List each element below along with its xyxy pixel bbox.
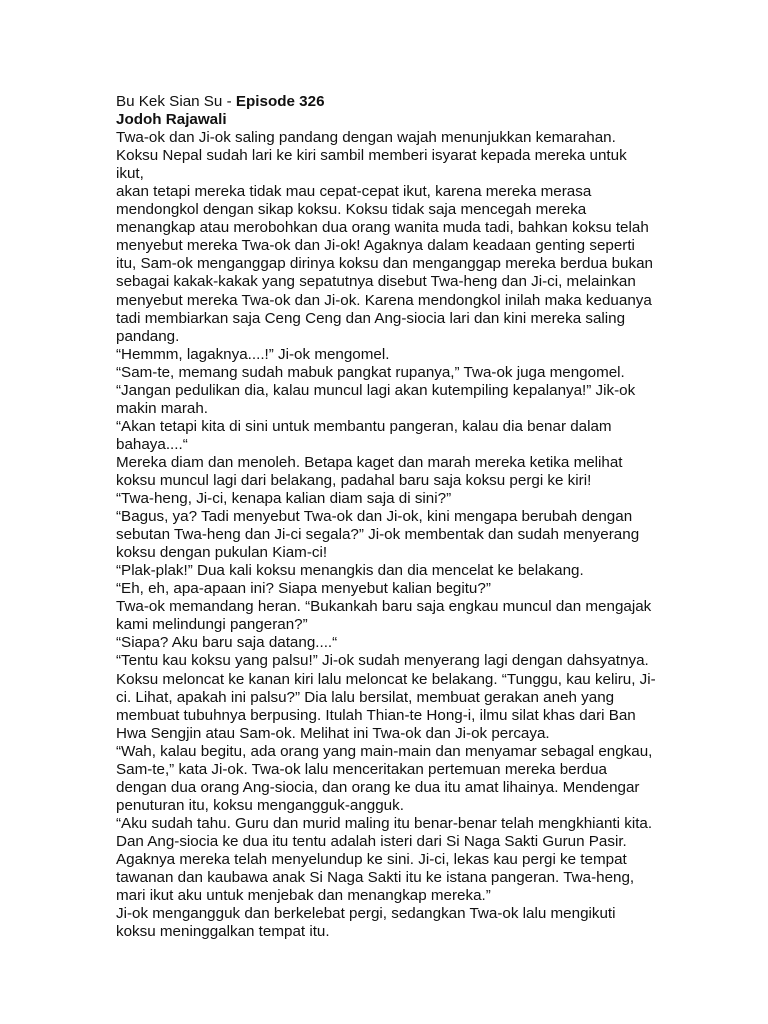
series-title: Bu Kek Sian Su -	[116, 93, 236, 110]
document-page	[116, 93, 656, 941]
paragraph: Ji-ok mengangguk dan berkelebat pergi, sedangkan Twa-ok lalu mengikuti koksu meninggalkan tempat itu.	[116, 905, 616, 941]
episode-number: Episode 326	[235, 93, 325, 110]
paragraph: “Akan tetapi kita di sini untuk membantu pangeran, kalau dia benar dalam bahaya....“	[116, 417, 612, 453]
paragraph: “Eh, eh, apa-apaan ini? Siapa menyebut kalian begitu?”	[116, 580, 491, 598]
chapter-subtitle: Jodoh Rajawali	[116, 111, 227, 129]
paragraph: “Plak-plak!” Dua kali koksu menangkis dan dia mencelat ke belakang.	[116, 562, 584, 580]
paragraph: “Hemmm, lagaknya....!” Ji-ok mengomel.	[116, 345, 390, 363]
paragraph: “Tentu kau koksu yang palsu!” Ji-ok sudah menyerang lagi dengan dahsyatnya. Koksu meloncat ke kanan kiri lalu meloncat ke belakang. “Tunggu, kau keliru, Ji- ci. Lihat, apakah ini palsu?” Dia lalu bersilat, membuat gerakan aneh yang membuat tubuhnya berpusing. Itulah Thian-te Hong-i, ilmu silat khas dari Ban Hwa Sengjin atau Sam-ok. Melihat ini Twa-ok dan Ji-ok percaya.	[116, 652, 656, 742]
paragraph: “Bagus, ya? Tadi menyebut Twa-ok dan Ji-ok, kini mengapa berubah dengan sebutan Twa-heng dan Ji-ci segala?” Ji-ok membentak dan sudah menyerang koksu dengan pukulan Kiam-ci!	[116, 508, 640, 562]
paragraph: “Sam-te, memang sudah mabuk pangkat rupanya,” Twa-ok juga mengomel.	[116, 363, 625, 381]
paragraph: Mereka diam dan menoleh. Betapa kaget dan marah mereka ketika melihat koksu muncul lagi dari belakang, padahal baru saja koksu pergi ke kiri!	[116, 453, 623, 489]
paragraph: “Twa-heng, Ji-ci, kenapa kalian diam saja di sini?”	[116, 490, 452, 508]
paragraph: “Jangan pedulikan dia, kalau muncul lagi akan kutempiling kepalanya!” Jik-ok makin marah.	[116, 381, 636, 417]
paragraph: “Wah, kalau begitu, ada orang yang main-main dan menyamar sebagal engkau, Sam-te,” kata Ji-ok. Twa-ok lalu menceritakan pertemuan mereka berdua dengan dua orang Ang-siocia, dan orang ke dua itu amat lihainya. Mendengar penuturan itu, koksu mengangguk-angguk.	[116, 742, 653, 814]
paragraph: Twa-ok memandang heran. “Bukankah baru saja engkau muncul dan mengajak kami melindungi pangeran?”	[116, 598, 652, 634]
paragraph: Twa-ok dan Ji-ok saling pandang dengan wajah menunjukkan kemarahan. Koksu Nepal sudah lari ke kiri sambil memberi isyarat kepada mereka untuk ikut, akan tetapi mereka tidak mau cepat-cepat ikut, karena mereka merasa mendongkol dengan sikap koksu. Koksu tidak saja mencegah mereka menangkap atau merobohkan dua orang wanita muda tadi, bahkan koksu telah menyebut mereka Twa-ok dan Ji-ok! Agaknya dalam keadaan genting seperti itu, Sam-ok menganggap dirinya koksu dan menganggap mereka berdua bukan sebagai kakak-kakak yang sepatutnya disebut Twa-heng dan Ji-ci, melainkan menyebut mereka Twa-ok dan Ji-ok. Karena mendongkol inilah maka keduanya tadi membiarkan saja Ceng Ceng dan Ang-siocia lari dan kini mereka saling pandang.	[116, 129, 653, 345]
paragraph: “Aku sudah tahu. Guru dan murid maling itu benar-benar telah mengkhianti kita. Dan Ang-siocia ke dua itu tentu adalah isteri dari Si Naga Sakti Gurun Pasir. Agaknya mereka telah menyelundup ke sini. Ji-ci, lekas kau pergi ke tempat tawanan dan kaubawa anak Si Naga Sakti itu ke istana pangeran. Twa-heng, mari ikut aku untuk menjebak dan menangkap mereka.”	[116, 814, 653, 905]
episode-header	[116, 93, 656, 111]
paragraph: “Siapa? Aku baru saja datang....“	[116, 634, 338, 652]
